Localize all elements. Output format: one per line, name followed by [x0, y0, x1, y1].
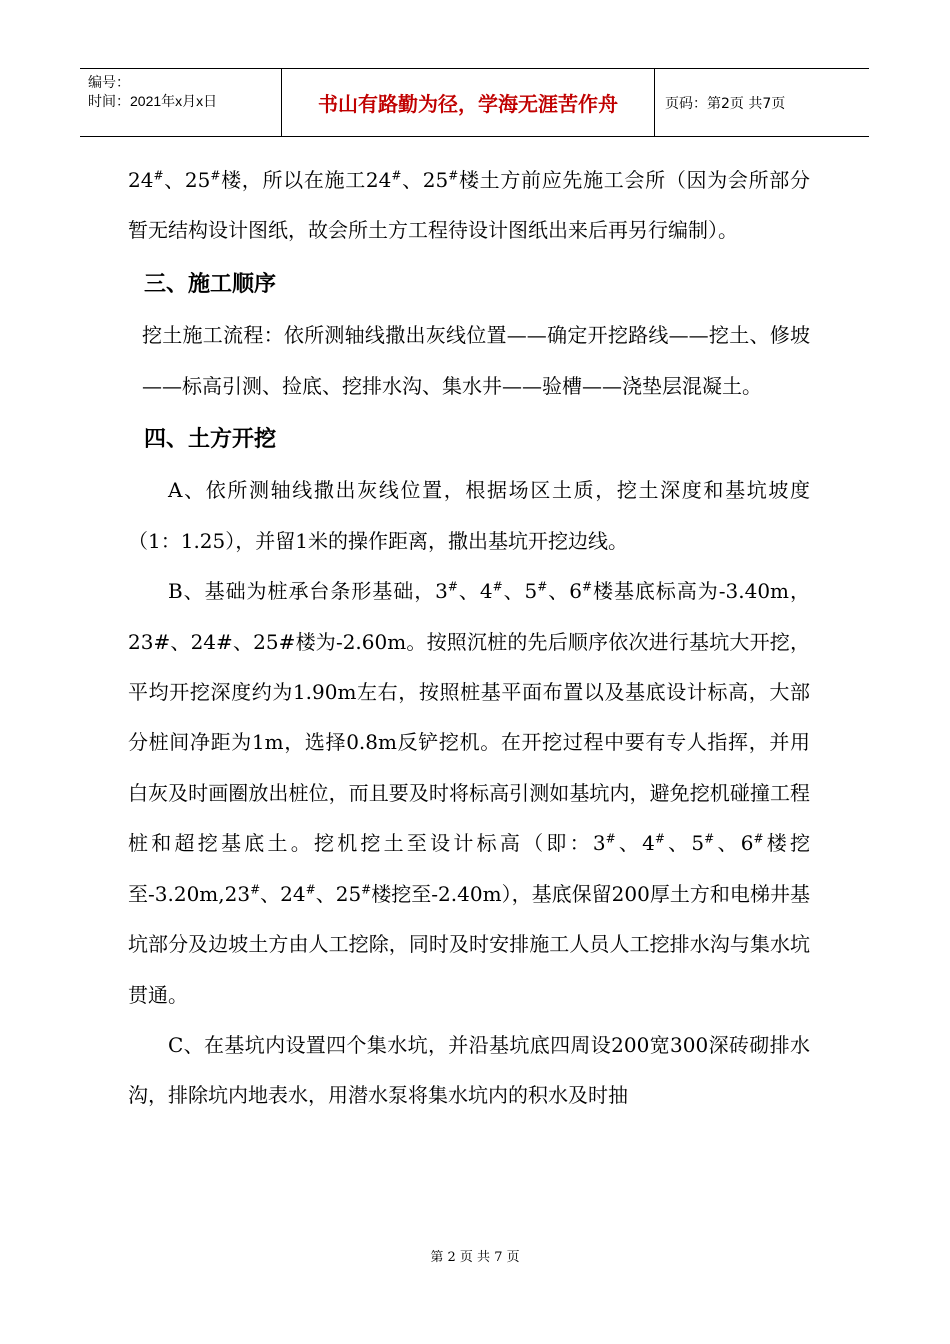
header-motto: 书山有路勤为径，学海无涯苦作舟 — [318, 92, 618, 116]
document-time-label: 时间：2021年x月x日 — [88, 93, 218, 109]
document-body — [128, 155, 810, 1121]
section-heading-sequence: 三、施工顺序 — [144, 271, 277, 297]
paragraph-sequence: 挖土施工流程：依所测轴线撒出灰线位置——确定开挖路线——挖土、修坡——标高引测、捡底、挖排水沟、集水井——验槽——浇垫层混凝土。 — [142, 323, 810, 398]
document-header — [80, 68, 869, 137]
page-footer: 第 2 页 共 7 页 — [430, 1250, 520, 1265]
header-meta-cell — [80, 69, 282, 136]
paragraph-continued: 24#、25#楼，所以在施工24#、25#楼土方前应先施工会所（因为会所部分暂无结构设计图纸，故会所土方工程待设计图纸出来后再另行编制）。 — [128, 168, 810, 243]
document-number-label: 编号： — [88, 74, 130, 90]
header-motto-cell — [282, 69, 655, 136]
header-page-cell — [655, 69, 869, 136]
header-page-info: 页码：第2页 共7页 — [665, 95, 786, 112]
paragraph-b: B、基础为桩承台条形基础，3#、4#、5#、6#楼基底标高为-3.40m，23#、24#、25#楼为-2.60m。按照沉桩的先后顺序依次进行基坑大开挖，平均开挖深度约为1.90m左右，按照桩基平面布置以及基底设计标高，大部分桩间净距为1m，选择0.8m反铲挖机。在开挖过程中要有专人指挥，并用白灰及时画圈放出桩位，而且要及时将标高引测如基坑内，避免挖机碰撞工程桩和超挖基底土。挖机挖土至设计标高（即：3#、4#、5#、6#楼挖至-3.20m,23#、24#、25#楼挖至-2.40m），基底保留200厚土方和电梯井基坑部分及边坡土方由人工挖除，同时及时安排施工人员人工挖排水沟与集水坑贯通。 — [128, 579, 810, 1007]
paragraph-c: C、在基坑内设置四个集水坑，并沿基坑底四周设200宽300深砖砌排水沟，排除坑内地表水，用潜水泵将集水坑内的积水及时抽 — [128, 1032, 810, 1108]
paragraph-a: A、依所测轴线撒出灰线位置，根据场区土质，挖土深度和基坑坡度（1：1.25），并留1米的操作距离，撒出基坑开挖边线。 — [128, 478, 810, 553]
section-heading-excavation: 四、土方开挖 — [144, 427, 277, 453]
